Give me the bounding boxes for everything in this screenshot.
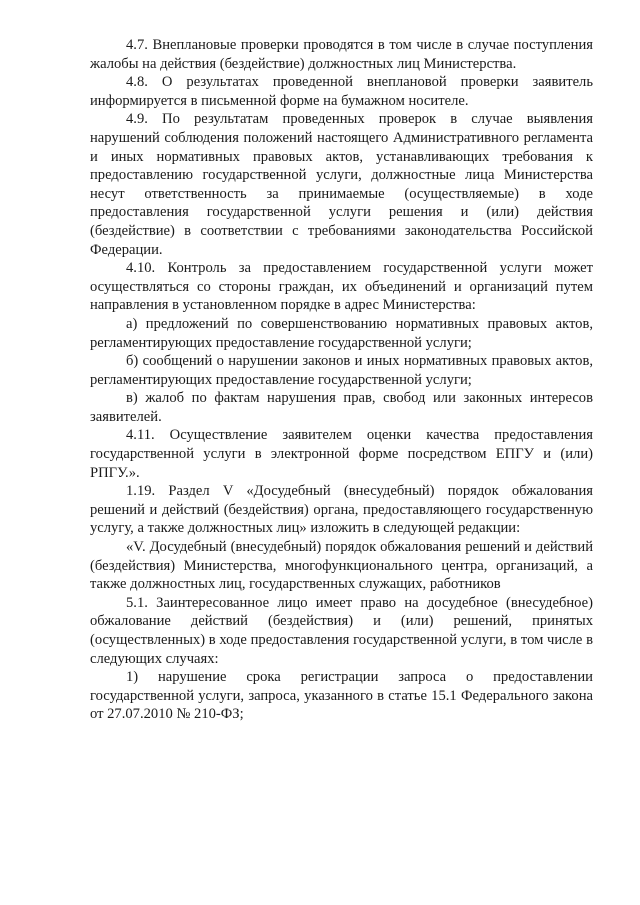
- paragraph-4-9: 4.9. По результатам проведенных проверок в случае выявления нарушений соблюдения положений настоящего Административного регламента и иных нормативных правовых актов, устанавливающих требования к предоставлению государственной услуги, должностные лица Министерства несут ответственность за принимаемые (осуществляемые) в ходе предоставления государственной услуги решения и (или) действия (бездействие) в соответствии с требованиями законодательства Российской Федерации.: [90, 111, 593, 258]
- list-item-v: в) жалоб по фактам нарушения прав, свобод или законных интересов заявителей.: [90, 390, 593, 425]
- paragraph-5-1: 5.1. Заинтересованное лицо имеет право на досудебное (внесудебное) обжалование действий (бездействия) и (или) решений, принятых (осуществленных) в ходе предоставления государственной услуги, в том числе в следующих случаях:: [90, 594, 593, 667]
- list-item-a: а) предложений по совершенствованию нормативных правовых актов, регламентирующих предоставление государственной услуги;: [90, 315, 593, 351]
- paragraph-4-11: 4.11. Осуществление заявителем оценки качества предоставления государственной услуги в электронной форме посредством ЕПГУ и (или) РПГУ.».: [90, 427, 593, 481]
- paragraph-1-19: 1.19. Раздел V «Досудебный (внесудебный) порядок обжалования решений и действий (бездействия) органа, предоставляющего государственную услугу, а также должностных лиц» изложить в следующей редакции:: [90, 483, 593, 537]
- section-v-heading: «V. Досудебный (внесудебный) порядок обжалования решений и действий (бездействия) Министерства, многофункционального центра, организаций, а также должностных лиц, государственных служащих, работников: [90, 539, 593, 593]
- list-item-1: 1) нарушение срока регистрации запроса о предоставлении государственной услуги, запроса, указанного в статье 15.1 Федерального закона от 27.07.2010 № 210-ФЗ;: [90, 669, 593, 723]
- list-item-b: б) сообщений о нарушении законов и иных нормативных правовых актов, регламентирующих предоставление государственной услуги;: [90, 353, 593, 388]
- paragraph-4-7: 4.7. Внеплановые проверки проводятся в том числе в случае поступления жалобы на действия (бездействие) должностных лиц Министерства.: [90, 37, 593, 72]
- paragraph-4-10: 4.10. Контроль за предоставлением государственной услуги может осуществляться со стороны граждан, их объединений и организаций путем направления в установленном порядке в адрес Министерства:: [90, 260, 593, 314]
- document-page: [90, 36, 593, 724]
- paragraph-4-8: 4.8. О результатах проведенной внеплановой проверки заявитель информируется в письменной форме на бумажном носителе.: [90, 74, 593, 109]
